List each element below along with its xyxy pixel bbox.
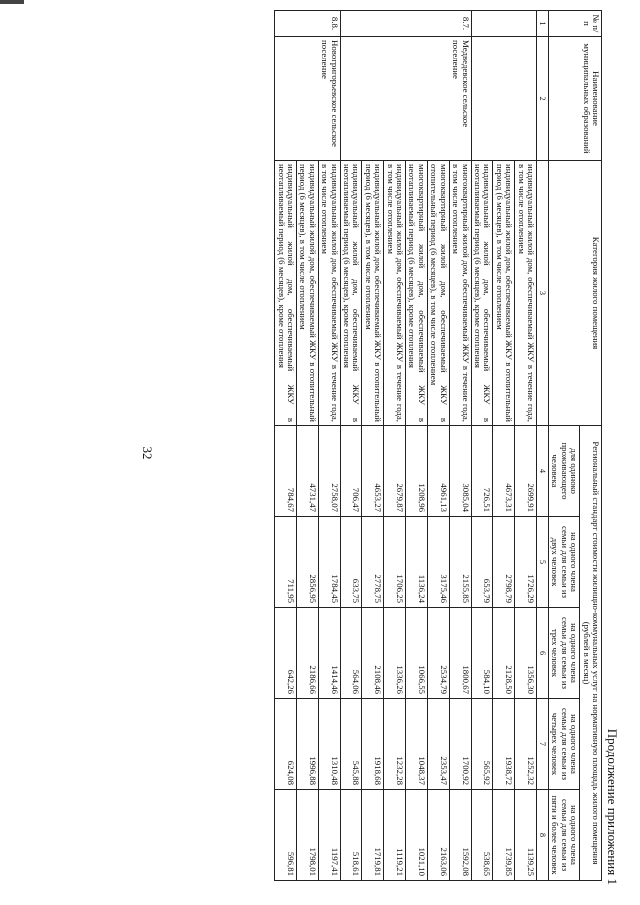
housing-category: индивидуальный жилой дом, обеспечиваемый ЖКУ в неотапливаемый период (6 месяцев), кроме отопления bbox=[275, 161, 297, 426]
standard-value: 1119,21 bbox=[384, 790, 406, 881]
column-index-row bbox=[536, 11, 548, 881]
municipality-name: Новогригорьевское сельское поселение bbox=[275, 37, 340, 161]
standard-value: 2699,91 bbox=[515, 426, 537, 517]
row-number: 8.7. bbox=[340, 11, 471, 37]
table-row bbox=[515, 11, 537, 881]
housing-category: индивидуальный жилой дом, обеспечиваемый ЖКУ в отопительный период (6 месяцев), в том числе отоплением bbox=[297, 161, 319, 426]
subheader-2: на одного члена семьи для семьи из двух человек bbox=[548, 517, 579, 608]
header-row bbox=[580, 11, 602, 881]
standard-value: 2186,66 bbox=[297, 608, 319, 699]
standard-value: 1719,81 bbox=[362, 790, 384, 881]
standard-value: 2534,79 bbox=[427, 608, 449, 699]
header-standard: Региональный стандарт стоимости жилищно-коммунальных услуг на нормативную площадь жилого помещения (рублей в месяц) bbox=[580, 426, 602, 881]
standard-value: 3085,04 bbox=[449, 426, 471, 517]
standard-value: 706,47 bbox=[340, 426, 362, 517]
standard-value: 596,81 bbox=[275, 790, 297, 881]
standard-value: 1356,30 bbox=[515, 608, 537, 699]
standard-value: 1136,24 bbox=[406, 517, 428, 608]
standard-value: 2856,95 bbox=[297, 517, 319, 608]
housing-category: индивидуальный жилой дом, обеспечиваемый ЖКУ в течение года, в том числе отоплением bbox=[384, 161, 406, 426]
standard-value: 1414,46 bbox=[318, 608, 340, 699]
subheader-5: на одного члена семьи для семьи из пяти и более человек bbox=[548, 790, 579, 881]
row-number: 8.8. bbox=[275, 11, 340, 37]
col-index: 7 bbox=[536, 699, 548, 790]
standard-value: 2128,50 bbox=[493, 608, 515, 699]
housing-category: многоквартирный жилой дом, обеспечиваемый ЖКУ в течение года, в том числе отоплением bbox=[449, 161, 471, 426]
row-number bbox=[471, 11, 536, 37]
standard-value: 1784,45 bbox=[318, 517, 340, 608]
housing-category: индивидуальный жилой дом, обеспечиваемый ЖКУ в отопительный период (6 месяцев), в том числе отоплением bbox=[362, 161, 384, 426]
standard-value: 653,79 bbox=[471, 517, 493, 608]
subheader-4: на одного члена семьи для семьи из четырех человек bbox=[548, 699, 579, 790]
col-index: 5 bbox=[536, 517, 548, 608]
standard-value: 2798,79 bbox=[493, 517, 515, 608]
standard-value: 2353,47 bbox=[427, 699, 449, 790]
header-category: Категория жилого помещения bbox=[548, 161, 601, 426]
table-row bbox=[449, 11, 471, 881]
standard-value: 726,51 bbox=[471, 426, 493, 517]
standard-value: 538,65 bbox=[471, 790, 493, 881]
standard-value: 1048,37 bbox=[406, 699, 428, 790]
standard-value: 2163,06 bbox=[427, 790, 449, 881]
standard-value: 4673,31 bbox=[493, 426, 515, 517]
standard-value: 3175,46 bbox=[427, 517, 449, 608]
col-index: 6 bbox=[536, 608, 548, 699]
standard-value: 565,92 bbox=[471, 699, 493, 790]
standard-value: 564,06 bbox=[340, 608, 362, 699]
standard-value: 711,95 bbox=[275, 517, 297, 608]
standard-value: 1918,68 bbox=[362, 699, 384, 790]
header-num: № п/п bbox=[548, 11, 601, 37]
standard-value: 1336,26 bbox=[384, 608, 406, 699]
rotated-page bbox=[0, 10, 620, 890]
housing-category: многоквартирный жилой дом, обеспечиваемый ЖКУ в неотапливаемый период (6 месяцев), кроме отопления bbox=[406, 161, 428, 426]
standard-value: 642,26 bbox=[275, 608, 297, 699]
standard-value: 1706,25 bbox=[384, 517, 406, 608]
col-index: 3 bbox=[536, 161, 548, 426]
standard-value: 1232,28 bbox=[384, 699, 406, 790]
municipality-name bbox=[471, 37, 536, 161]
standard-value: 784,67 bbox=[275, 426, 297, 517]
standard-value: 2155,85 bbox=[449, 517, 471, 608]
scan-artifact bbox=[0, 0, 24, 4]
standard-value: 1310,48 bbox=[318, 699, 340, 790]
standard-value: 1197,41 bbox=[318, 790, 340, 881]
standard-value: 545,88 bbox=[340, 699, 362, 790]
housing-category: индивидуальный жилой дом, обеспечиваемый ЖКУ в течение года, в том числе отоплением bbox=[515, 161, 537, 426]
standard-value: 2758,07 bbox=[318, 426, 340, 517]
housing-category: многоквартирный жилой дом, обеспечиваемый ЖКУ в отопительный период (6 месяцев), в том числе отоплением bbox=[427, 161, 449, 426]
standard-value: 1139,25 bbox=[515, 790, 537, 881]
housing-category: индивидуальный жилой дом, обеспечиваемый ЖКУ в отопительный период (6 месяцев), в том числе отоплением bbox=[493, 161, 515, 426]
standard-value: 2778,75 bbox=[362, 517, 384, 608]
standard-value: 2679,87 bbox=[384, 426, 406, 517]
standard-value: 4653,27 bbox=[362, 426, 384, 517]
header-municipality: Наименование муниципальных образований bbox=[548, 37, 601, 161]
standard-value: 518,61 bbox=[340, 790, 362, 881]
subheader-1: для одиноко проживающего человека bbox=[548, 426, 579, 517]
standard-value: 1700,92 bbox=[449, 699, 471, 790]
standard-value: 1208,96 bbox=[406, 426, 428, 517]
standard-value: 1798,01 bbox=[297, 790, 319, 881]
standard-value: 1800,67 bbox=[449, 608, 471, 699]
standard-value: 1066,55 bbox=[406, 608, 428, 699]
page-number: 32 bbox=[140, 446, 155, 460]
standard-value: 624,08 bbox=[275, 699, 297, 790]
standard-value: 633,75 bbox=[340, 517, 362, 608]
housing-category: индивидуальный жилой дом, обеспечиваемый ЖКУ в неотапливаемый период (6 месяцев), кроме отопления bbox=[340, 161, 362, 426]
col-index: 8 bbox=[536, 790, 548, 881]
table-row bbox=[318, 11, 340, 881]
housing-category: индивидуальный жилой дом, обеспечиваемый ЖКУ в неотапливаемый период (6 месяцев), кроме отопления bbox=[471, 161, 493, 426]
subheader-3: на одного члена семьи для семьи из трех человек bbox=[548, 608, 579, 699]
standard-value: 1021,10 bbox=[406, 790, 428, 881]
standard-value: 584,10 bbox=[471, 608, 493, 699]
standards-table bbox=[274, 10, 602, 881]
col-index: 4 bbox=[536, 426, 548, 517]
standard-value: 1938,72 bbox=[493, 699, 515, 790]
standard-value: 1726,29 bbox=[515, 517, 537, 608]
standard-value: 2108,46 bbox=[362, 608, 384, 699]
municipality-name: Медведевское сельское поселение bbox=[340, 37, 471, 161]
standard-value: 4961,13 bbox=[427, 426, 449, 517]
standard-value: 4731,47 bbox=[297, 426, 319, 517]
standard-value: 1252,32 bbox=[515, 699, 537, 790]
col-index: 2 bbox=[536, 37, 548, 161]
col-index: 1 bbox=[536, 11, 548, 37]
housing-category: индивидуальный жилой дом, обеспечиваемый ЖКУ в течение года, в том числе отоплением bbox=[318, 161, 340, 426]
standard-value: 1592,08 bbox=[449, 790, 471, 881]
appendix-label: Продолжение приложения 1 bbox=[605, 728, 620, 885]
standard-value: 1739,85 bbox=[493, 790, 515, 881]
standard-value: 1996,88 bbox=[297, 699, 319, 790]
